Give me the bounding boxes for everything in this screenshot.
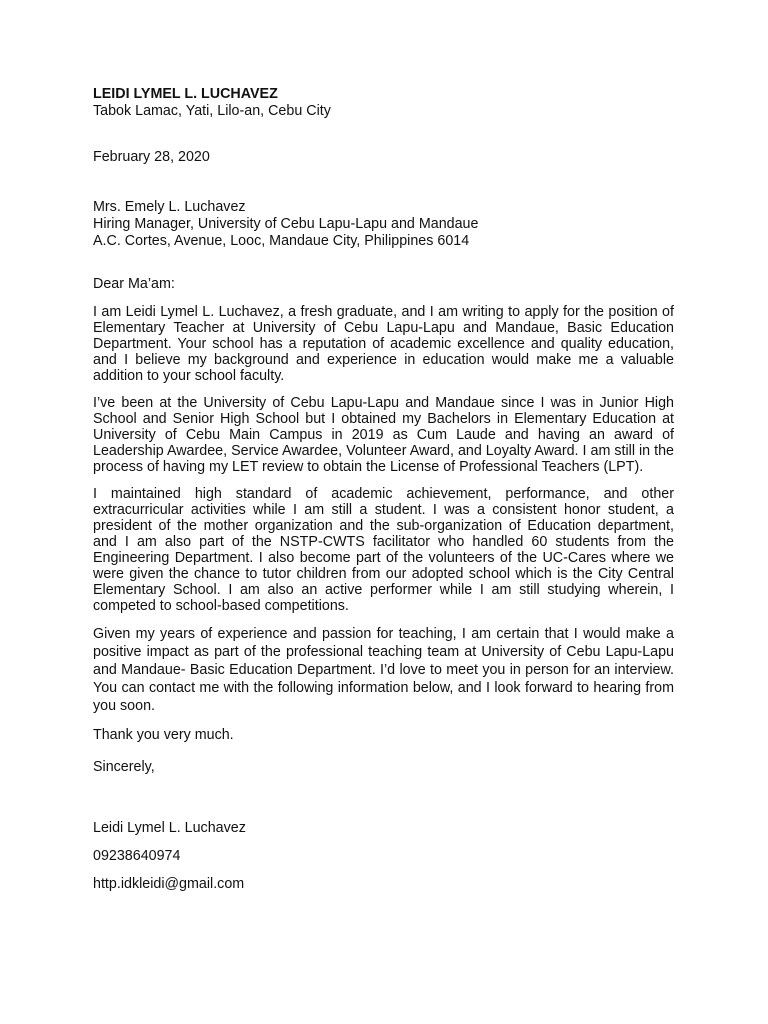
salutation: Dear Ma’am:: [93, 276, 175, 292]
closing-signoff: Sincerely,: [93, 759, 155, 775]
recipient-title: Hiring Manager, University of Cebu Lapu-Lapu and Mandaue: [93, 216, 479, 232]
body-paragraph-3: I maintained high standard of academic achievement, performance, and other extracurricular activities while I am still a student. I was a consistent honor student, a president of the mother organization and the sub-organization of Education department, and I am also part of the NSTP-CWTS facilitator who handled 60 students from the Engineering Department. I also become part of the volunteers of the UC-Cares where we were given the chance to tutor children from our adopted school which is the City Central Elementary School. I am also an active performer while I am still studying wherein, I competed to school-based competitions.: [93, 486, 674, 614]
recipient-address: A.C. Cortes, Avenue, Looc, Mandaue City, Philippines 6014: [93, 233, 470, 249]
closing-thanks: Thank you very much.: [93, 727, 234, 743]
body-paragraph-1: I am Leidi Lymel L. Luchavez, a fresh graduate, and I am writing to apply for the position of Elementary Teacher at University of Cebu Lapu-Lapu and Mandaue, Basic Education Department. Your school has a reputation of academic excellence and quality education, and I believe my background and experience in education would make me a valuable addition to your school faculty.: [93, 304, 674, 384]
signature-phone: 09238640974: [93, 848, 181, 864]
sender-address: Tabok Lamac, Yati, Lilo-an, Cebu City: [93, 103, 331, 119]
recipient-block: [93, 199, 674, 250]
signature-email: http.idkleidi@gmail.com: [93, 876, 245, 892]
signature-name: Leidi Lymel L. Luchavez: [93, 820, 246, 836]
body-paragraph-4: Given my years of experience and passion for teaching, I am certain that I would make a positive impact as part of the professional teaching team at University of Cebu Lapu-Lapu and Mandaue- Basic Education Department. I’d love to meet you in person for an interview. You can contact me with the following information below, and I look forward to hearing from you soon.: [93, 626, 674, 714]
recipient-name: Mrs. Emely L. Luchavez: [93, 199, 246, 215]
cover-letter: [93, 86, 674, 893]
body-paragraph-2: I’ve been at the University of Cebu Lapu-Lapu and Mandaue since I was in Junior High School and Senior High School but I obtained my Bachelors in Elementary Education at University of Cebu Main Campus in 2019 as Cum Laude and having an award of Leadership Awardee, Service Awardee, Volunteer Award, and Loyalty Award. I am still in the process of having my LET review to obtain the License of Professional Teachers (LPT).: [93, 395, 674, 475]
sender-name: LEIDI LYMEL L. LUCHAVEZ: [93, 86, 278, 102]
letter-date: February 28, 2020: [93, 149, 210, 165]
